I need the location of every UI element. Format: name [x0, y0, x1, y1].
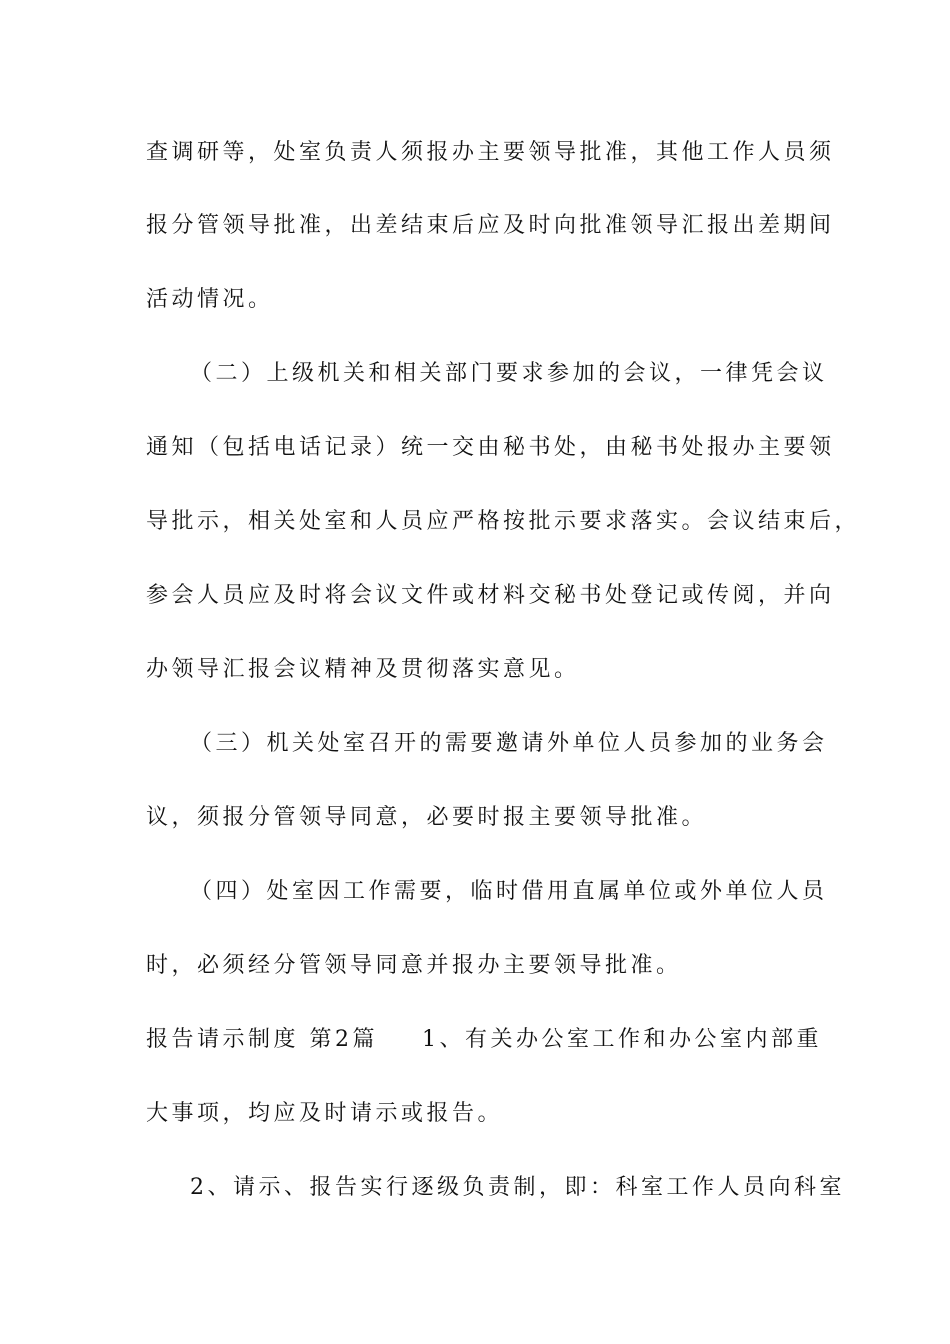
paragraph-line: 议，须报分管领导同意，必要时报主要领导批准。 — [146, 805, 708, 830]
paragraph-line: 2、请示、报告实行逐级负责制，即：科室工作人员向科室 — [190, 1175, 845, 1200]
paragraph-line: 通知（包括电话记录）统一交由秘书处，由秘书处报办主要领 — [146, 435, 835, 460]
paragraph-line: （三）机关处室召开的需要邀请外单位人员参加的业务会 — [190, 731, 828, 756]
paragraph-line: 办领导汇报会议精神及贯彻落实意见。 — [146, 657, 580, 682]
section-heading-line — [146, 1025, 822, 1055]
paragraph-line: 查调研等，处室负责人须报办主要领导批准，其他工作人员须 — [146, 140, 835, 165]
paragraph-line: 导批示，相关处室和人员应严格按批示要求落实。会议结束后， — [146, 509, 861, 534]
paragraph-line: （二）上级机关和相关部门要求参加的会议，一律凭会议 — [190, 361, 828, 386]
section-heading: 报告请示制度 第2篇 — [146, 1027, 378, 1052]
paragraph-line: 活动情况。 — [146, 287, 274, 312]
paragraph-line: 时，必须经分管领导同意并报办主要领导批准。 — [146, 953, 682, 978]
paragraph-text: 1、有关办公室工作和办公室内部重 — [422, 1027, 822, 1052]
paragraph-line: 报分管领导批准，出差结束后应及时向批准领导汇报出差期间 — [146, 213, 835, 238]
paragraph-line: （四）处室因工作需要，临时借用直属单位或外单位人员 — [190, 879, 828, 904]
paragraph-line: 参会人员应及时将会议文件或材料交秘书处登记或传阅，并向 — [146, 583, 835, 608]
paragraph-line: 大事项，均应及时请示或报告。 — [146, 1101, 504, 1126]
